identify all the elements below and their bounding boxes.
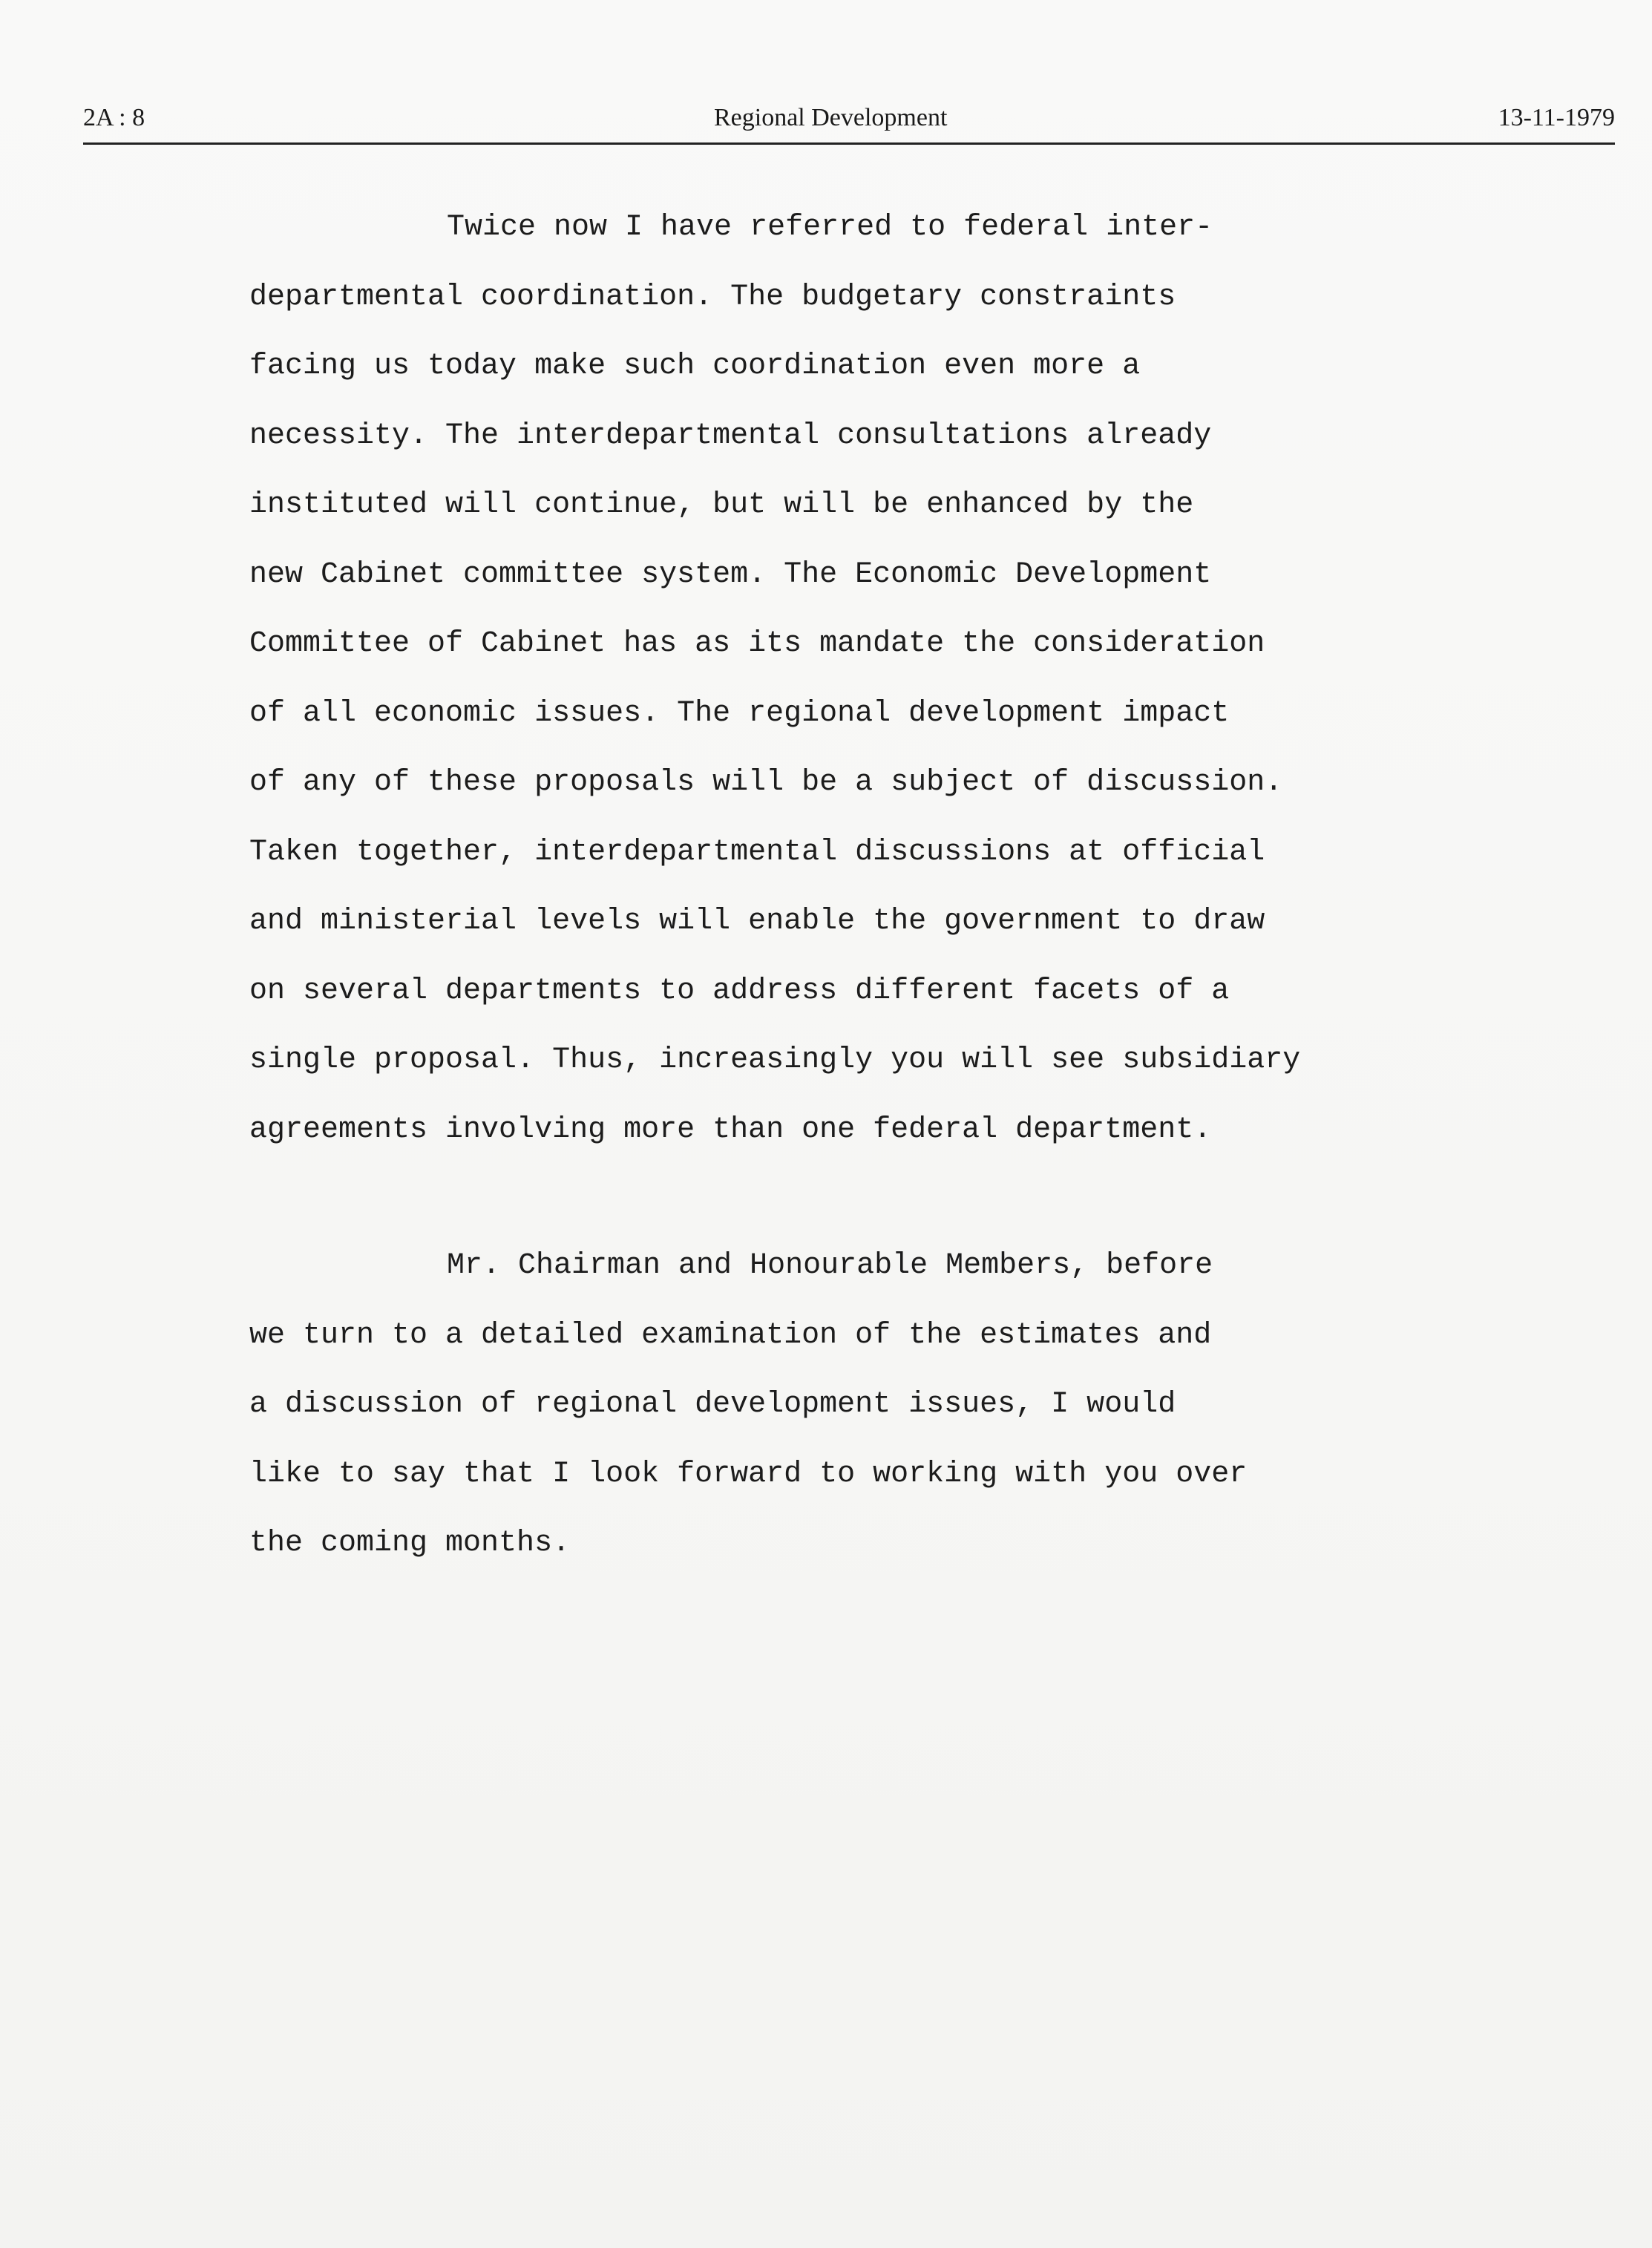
header-date: 13-11-1979 xyxy=(1498,104,1615,131)
page-number: 2A : 8 xyxy=(83,104,145,131)
paragraph-gap xyxy=(249,1164,1511,1231)
text-line: a discussion of regional development issues, I would xyxy=(249,1388,1176,1421)
text-line: departmental coordination. The budgetary constraints xyxy=(249,280,1176,314)
text-line: single proposal. Thus, increasingly you will see subsidiary xyxy=(249,1043,1301,1077)
text-line: Mr. Chairman and Honourable Members, before xyxy=(447,1249,1213,1282)
text-line: the coming months. xyxy=(249,1527,571,1560)
page-header xyxy=(83,98,1615,145)
text-line: facing us today make such coordination even more a xyxy=(249,350,1141,383)
text-line: Committee of Cabinet has as its mandate the consideration xyxy=(249,627,1265,661)
text-line: and ministerial levels will enable the government to draw xyxy=(249,905,1265,938)
running-title: Regional Development xyxy=(714,104,948,131)
paragraph-1 xyxy=(249,193,1511,1164)
text-line: like to say that I look forward to working with you over xyxy=(249,1457,1248,1491)
document-body xyxy=(249,193,1511,1579)
text-line: instituted will continue, but will be enhanced by the xyxy=(249,488,1194,522)
text-line: of any of these proposals will be a subject of discussion. xyxy=(249,766,1283,799)
text-line: necessity. The interdepartmental consultations already xyxy=(249,419,1212,453)
text-line: Taken together, interdepartmental discussions at official xyxy=(249,835,1265,869)
text-line: of all economic issues. The regional development impact xyxy=(249,696,1230,730)
text-line: on several departments to address different facets of a xyxy=(249,974,1230,1008)
paragraph-2 xyxy=(249,1231,1511,1579)
text-line: we turn to a detailed examination of the estimates and xyxy=(249,1318,1212,1352)
text-line: new Cabinet committee system. The Economic Development xyxy=(249,557,1212,592)
text-line: agreements involving more than one federal department. xyxy=(249,1112,1212,1147)
text-line: Twice now I have referred to federal inter- xyxy=(447,211,1213,244)
